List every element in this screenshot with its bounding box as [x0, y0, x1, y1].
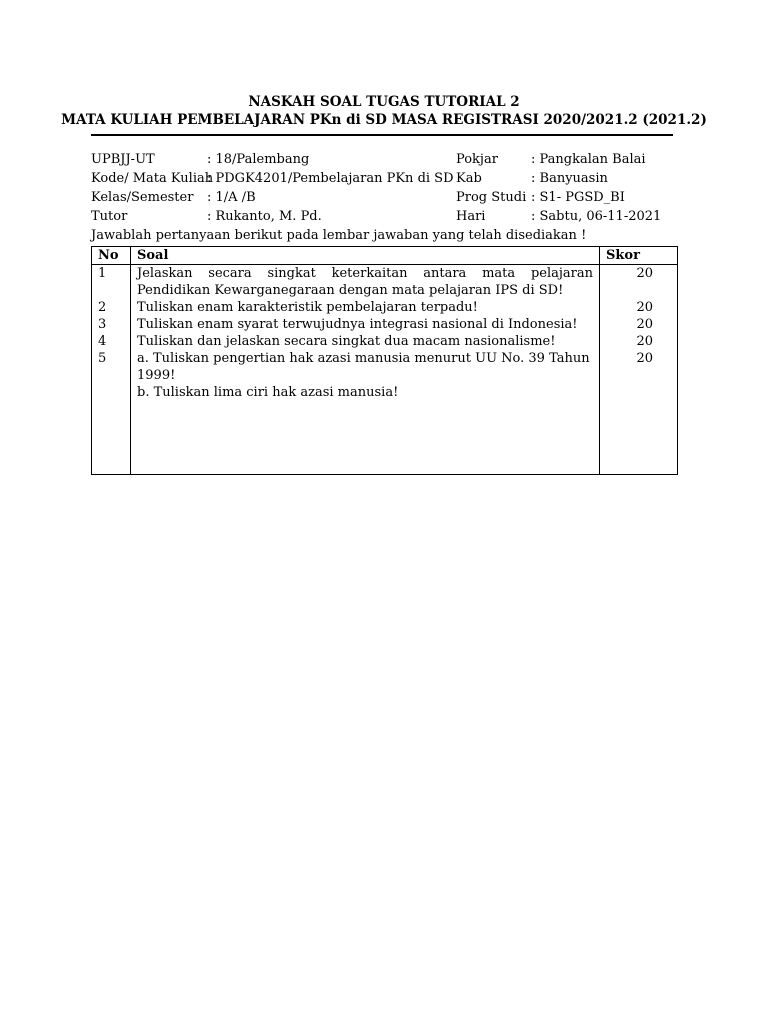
question-text: Tuliskan dan jelaskan secara singkat dua macam nasionalisme!: [137, 334, 556, 349]
info-label-kab: Kab: [456, 171, 482, 186]
info-label-tutor: Tutor: [91, 209, 128, 224]
question-number: 5: [98, 351, 107, 366]
info-label-upbjj: UPBJJ-UT: [91, 152, 155, 167]
header-divider: [91, 134, 673, 136]
question-text: Tuliskan enam syarat terwujudnya integrasi nasional di Indonesia!: [137, 317, 578, 332]
line-spacer: [98, 282, 124, 299]
question-score: 20: [636, 351, 653, 366]
question-score: 20: [636, 266, 653, 281]
table-header-row: [92, 247, 678, 265]
info-value-upbjj: : 18/Palembang: [207, 152, 310, 167]
question-text: Jelaskan secara singkat keterkaitan antara mata pelajaran Pendidikan Kewarganegaraan dengan mata pelajaran IPS di SD!: [137, 266, 593, 298]
line-spacer: [606, 282, 653, 299]
info-value-prog-studi: : S1- PGSD_BI: [531, 190, 625, 205]
info-value-kelas: : 1/A /B: [207, 190, 256, 205]
info-value-kode: : PDGK4201/Pembelajaran PKn di SD: [207, 171, 454, 186]
info-label-pokjar: Pokjar: [456, 152, 498, 167]
header-skor: Skor: [600, 247, 678, 265]
question-score: 20: [636, 300, 653, 315]
document-title: NASKAH SOAL TUGAS TUTORIAL 2: [248, 94, 520, 110]
document-subtitle: MATA KULIAH PEMBELAJARAN PKn di SD MASA REGISTRASI 2020/2021.2 (2021.2): [61, 112, 707, 128]
table-row: [92, 265, 678, 475]
question-text: b. Tuliskan lima ciri hak azasi manusia!: [137, 385, 399, 400]
info-value-pokjar: : Pangkalan Balai: [531, 152, 646, 167]
info-label-kelas: Kelas/Semester: [91, 190, 194, 205]
question-score: 20: [636, 317, 653, 332]
scores-cell: [600, 265, 678, 475]
question-text: Tuliskan enam karakteristik pembelajaran terpadu!: [137, 300, 478, 315]
info-label-prog-studi: Prog Studi: [456, 190, 527, 205]
question-score: 20: [636, 334, 653, 349]
questions-cell: [131, 265, 600, 475]
header-soal: Soal: [131, 247, 600, 265]
info-label-kode: Kode/ Mata Kuliah: [91, 171, 214, 186]
question-number: 1: [98, 266, 107, 281]
questions-table: [91, 246, 678, 475]
instruction-text: Jawablah pertanyaan berikut pada lembar jawaban yang telah disediakan !: [91, 228, 587, 243]
info-value-hari: : Sabtu, 06-11-2021: [531, 209, 662, 224]
info-value-tutor: : Rukanto, M. Pd.: [207, 209, 322, 224]
info-value-kab: : Banyuasin: [531, 171, 608, 186]
header-no: No: [92, 247, 131, 265]
question-number: 2: [98, 300, 107, 315]
numbers-cell: [92, 265, 131, 475]
info-label-hari: Hari: [456, 209, 486, 224]
question-number: 4: [98, 334, 107, 349]
question-text: a. Tuliskan pengertian hak azasi manusia menurut UU No. 39 Tahun 1999!: [137, 351, 590, 383]
question-number: 3: [98, 317, 107, 332]
